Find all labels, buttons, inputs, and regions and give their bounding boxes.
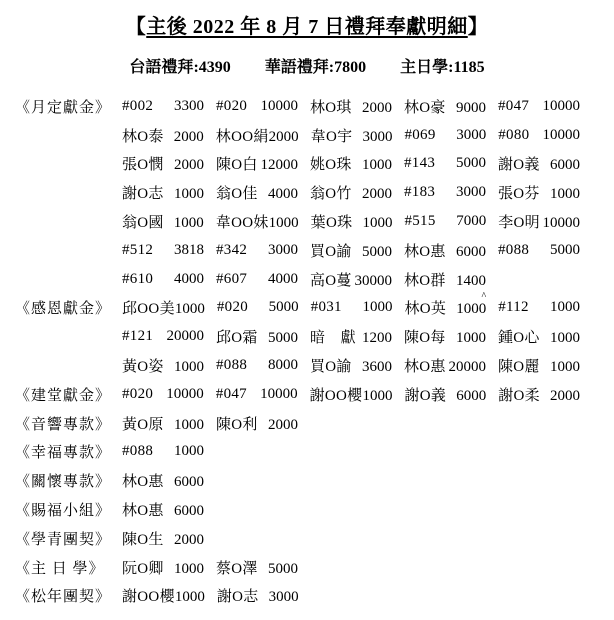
title-bracket-close: 】 <box>467 16 489 38</box>
donation-entry <box>404 184 486 201</box>
donor-name: #080 <box>498 126 530 143</box>
donation-entry <box>122 413 204 434</box>
donation-entry <box>498 98 580 115</box>
category-label: 《學青團契》 <box>15 531 112 548</box>
donation-amount: 1000 <box>362 157 392 174</box>
donor-name: #515 <box>404 213 436 230</box>
donation-entry <box>404 213 486 230</box>
donor-name: 林O群 <box>404 272 446 289</box>
donor-name: 蔡O澤 <box>216 560 258 577</box>
donation-amount: 20000 <box>448 359 486 376</box>
table-row <box>15 582 580 611</box>
donation-entry <box>216 98 298 115</box>
donation-amount: 9000 <box>456 99 486 116</box>
table-row <box>15 351 580 380</box>
donation-entry <box>498 299 580 316</box>
table-row <box>15 178 580 207</box>
donor-name: 鍾O心 <box>498 330 540 347</box>
donor-name: #512 <box>122 241 154 258</box>
donation-amount: 4000 <box>268 186 298 203</box>
donor-name: 林O英 <box>404 301 447 318</box>
donation-amount: 1000 <box>550 186 580 203</box>
donation-entry <box>498 326 580 347</box>
donation-entry <box>122 297 205 318</box>
donor-name: 林O琪 <box>310 99 352 116</box>
donation-entry <box>404 127 486 144</box>
donation-amount: 1400 <box>456 272 486 289</box>
donation-amount: 3000 <box>456 126 487 143</box>
donor-name: 高O蔓 <box>310 272 352 289</box>
donation-entry <box>498 242 580 259</box>
donation-amount: 1000 <box>174 301 205 318</box>
donor-name: #002 <box>122 97 154 114</box>
donation-amount: 5000 <box>456 155 486 172</box>
summary-label: 華語禮拜 <box>264 59 329 76</box>
table-row <box>15 291 580 323</box>
donation-entry <box>404 384 486 405</box>
donation-amount: 10000 <box>542 215 580 232</box>
donation-amount: 1000 <box>550 330 580 347</box>
table-row <box>15 380 580 409</box>
donor-name: #047 <box>498 97 530 114</box>
donation-entry <box>122 585 205 606</box>
summary-mandarin-service <box>265 59 366 76</box>
donation-entry <box>404 291 487 318</box>
donor-name: #020 <box>216 97 248 114</box>
donation-amount: 7000 <box>456 213 487 230</box>
donation-entry <box>498 355 580 376</box>
donation-amount: 5000 <box>268 560 298 577</box>
donor-name: #112 <box>498 299 529 316</box>
donation-amount: 1000 <box>174 416 204 433</box>
donation-entry <box>122 470 204 491</box>
donation-amount: 5000 <box>268 330 298 347</box>
donation-amount: 2000 <box>550 387 580 404</box>
donation-amount: 1000 <box>174 443 204 460</box>
donation-amount: 3300 <box>174 97 204 114</box>
donor-name: 林O豪 <box>404 99 446 116</box>
donation-amount: 1000 <box>173 215 204 232</box>
donor-name: 謝OO櫻 <box>309 387 363 404</box>
donation-entry <box>216 326 298 347</box>
donation-entry <box>310 355 392 376</box>
donation-entry <box>216 271 298 288</box>
donation-entry <box>122 125 204 146</box>
donor-name: 林O泰 <box>122 128 164 145</box>
summary-value: 4390 <box>198 59 231 76</box>
donation-amount: 6000 <box>550 157 580 174</box>
donor-name: 翁O竹 <box>310 186 352 203</box>
donation-entry <box>404 269 486 290</box>
donation-amount: 1000 ^ <box>456 291 487 318</box>
donor-name: #183 <box>404 184 436 201</box>
donor-name: 陳O白 <box>216 157 258 174</box>
donor-name: 阮O卿 <box>122 560 164 577</box>
donor-name: #121 <box>122 328 154 345</box>
donation-entry <box>311 211 393 232</box>
donation-entry <box>310 384 393 405</box>
donor-name: 陳O利 <box>216 416 258 433</box>
donor-name: 邱OO美 <box>122 301 175 318</box>
donor-name: #031 <box>310 299 342 316</box>
donor-name: 陳O麗 <box>498 359 540 376</box>
donation-entry <box>310 182 392 203</box>
donor-name: 邱O霜 <box>216 330 258 347</box>
summary-value: 7800 <box>334 59 367 76</box>
donation-entry <box>216 182 298 203</box>
donation-entry <box>216 557 298 578</box>
title-text: 主後 2022 年 8 月 7 日禮拜奉獻明細 <box>146 16 468 38</box>
donation-amount: 10000 <box>542 126 580 143</box>
donation-entry <box>216 413 298 434</box>
donor-name: 陳O每 <box>404 330 446 347</box>
donation-amount: 3000 <box>268 589 299 606</box>
donation-amount: 2000 <box>362 186 392 203</box>
table-row <box>15 438 580 467</box>
donor-name: 謝O義 <box>498 157 540 174</box>
donor-name: #020 <box>122 385 154 402</box>
donor-name: 陳O生 <box>122 531 164 548</box>
donation-amount: 4000 <box>268 270 298 287</box>
donation-entry <box>311 125 393 146</box>
donation-amount: 2000 <box>174 157 204 174</box>
donation-entry <box>404 326 486 347</box>
donation-entry <box>122 211 204 232</box>
donation-amount: 8000 <box>268 357 298 374</box>
donation-entry <box>122 443 204 460</box>
donation-entry <box>216 211 299 232</box>
donor-name: 林OO絹 <box>215 128 269 145</box>
donor-name: 翁O佳 <box>216 186 258 203</box>
service-summary <box>0 59 614 76</box>
title-bracket-open: 【 <box>125 16 147 38</box>
donation-amount: 6000 <box>456 243 486 260</box>
donation-amount: 1200 <box>362 330 392 347</box>
donation-entry <box>310 269 392 290</box>
category-label: 《松年團契》 <box>15 589 112 606</box>
summary-value: 1185 <box>453 59 485 76</box>
donation-entry <box>404 240 486 261</box>
donation-amount: 3000 <box>362 128 393 145</box>
donation-amount: 1000 <box>174 589 205 606</box>
donation-entry <box>122 386 204 403</box>
donor-name: 謝OO櫻 <box>122 589 175 606</box>
donation-amount: 1000 <box>268 215 299 232</box>
donation-amount: 3000 <box>268 241 298 258</box>
donor-name: 韋OO妹 <box>215 215 269 232</box>
donor-name: 張O芬 <box>498 186 540 203</box>
summary-sunday-school <box>400 59 484 76</box>
donation-amount: 5000 <box>268 299 299 316</box>
donor-name: 姚O珠 <box>310 157 352 174</box>
donation-entry <box>217 585 299 606</box>
donor-name: 張O憫 <box>122 157 164 174</box>
table-row <box>15 92 580 121</box>
donor-name: #342 <box>216 241 248 258</box>
donation-entry <box>498 127 580 144</box>
donation-amount: 1000 <box>550 359 580 376</box>
donation-entry <box>404 355 486 376</box>
donor-name: 林O惠 <box>122 474 164 491</box>
donation-amount: 3818 <box>174 241 204 258</box>
donation-entry <box>310 240 392 261</box>
donation-amount: 1000 <box>174 359 204 376</box>
donor-name: 買O諭 <box>310 243 352 260</box>
donor-name: #610 <box>122 270 154 287</box>
donor-name: 謝O柔 <box>498 387 540 404</box>
donation-entry <box>122 557 204 578</box>
donor-name: 謝O志 <box>216 589 259 606</box>
donation-amount: 2000 <box>268 416 298 433</box>
donation-entry <box>310 153 392 174</box>
donation-entry <box>122 182 204 203</box>
donation-amount: 2000 <box>268 128 299 145</box>
category-label: 《主 日 學》 <box>15 560 105 577</box>
donation-entry <box>216 242 298 259</box>
donor-name: #143 <box>404 155 436 172</box>
donation-entry <box>498 211 580 232</box>
donation-entry <box>216 153 298 174</box>
donation-amount: 2000 <box>362 99 392 116</box>
donation-entry <box>217 299 299 316</box>
donation-entry <box>498 384 580 405</box>
donation-amount: 3000 <box>456 184 486 201</box>
donor-name: 暗 獻 <box>310 330 356 347</box>
donor-name: 林O惠 <box>404 359 446 376</box>
donation-amount: 4000 <box>174 270 204 287</box>
donor-name: #020 <box>216 299 249 316</box>
donation-amount: 1000 <box>174 186 204 203</box>
donation-entry <box>216 125 299 146</box>
category-label: 《音響專款》 <box>15 416 112 433</box>
donation-entry <box>498 182 580 203</box>
donation-amount: 1000 <box>362 387 393 404</box>
donor-name: 林O惠 <box>404 243 446 260</box>
donation-entry <box>122 355 204 376</box>
donor-name: 黃O姿 <box>122 359 164 376</box>
donation-entry <box>216 386 298 403</box>
donor-name: 韋O宇 <box>310 128 353 145</box>
category-label: 《賜福小組》 <box>15 503 112 520</box>
donation-amount: 2000 <box>174 531 204 548</box>
table-row <box>15 466 580 495</box>
category-label: 《關懷專款》 <box>15 474 112 491</box>
donor-name: #088 <box>216 357 248 374</box>
donation-amount: 10000 <box>166 385 204 402</box>
donor-name: #047 <box>215 385 247 402</box>
donation-amount: 30000 <box>354 272 392 289</box>
table-row <box>15 524 580 553</box>
donation-entry <box>310 326 392 347</box>
donation-entry <box>122 499 204 520</box>
caret-mark: ^ <box>481 291 487 303</box>
donor-name: 黃O原 <box>122 416 164 433</box>
category-label: 《月定獻金》 <box>15 99 112 116</box>
donation-amount: 1000 <box>362 215 393 232</box>
table-row <box>15 409 580 438</box>
donation-amount: 1000 <box>362 299 393 316</box>
table-row <box>15 495 580 524</box>
donation-entry <box>122 153 204 174</box>
donation-amount: 10000 <box>260 385 298 402</box>
donation-amount: 12000 <box>260 157 298 174</box>
summary-taiwanese-service <box>129 59 230 76</box>
donation-amount: 10000 <box>260 97 298 114</box>
table-row <box>15 322 580 351</box>
table-row <box>15 265 580 294</box>
table-row <box>15 150 580 179</box>
donation-amount: 20000 <box>166 328 204 345</box>
donation-amount: 3600 <box>362 359 392 376</box>
donation-entry <box>122 328 204 345</box>
donation-amount: 2000 <box>173 128 204 145</box>
table-row <box>15 236 580 265</box>
donation-entry <box>122 98 204 115</box>
table-row <box>15 207 580 236</box>
donation-amount: 6000 <box>456 387 487 404</box>
donation-entry <box>122 271 204 288</box>
donor-name: #088 <box>122 443 154 460</box>
donation-entry <box>404 155 486 172</box>
donation-amount: 1000 <box>174 560 204 577</box>
donor-name: 葉O珠 <box>310 215 353 232</box>
category-label: 《幸福專款》 <box>15 445 112 462</box>
donation-amount: 6000 <box>174 474 204 491</box>
donor-name: 林O惠 <box>122 503 164 520</box>
summary-colon: : <box>328 59 335 76</box>
donation-amount: 10000 <box>542 97 580 114</box>
donation-amount: 5000 <box>362 243 392 260</box>
summary-colon: : <box>193 59 199 76</box>
donor-name: #069 <box>404 126 436 143</box>
donation-entry <box>311 299 393 316</box>
table-row <box>15 121 580 150</box>
donation-entry <box>498 153 580 174</box>
summary-colon: : <box>448 59 454 76</box>
category-label: 《建堂獻金》 <box>15 387 112 404</box>
donation-entry <box>122 528 204 549</box>
donor-name: 李O明 <box>498 215 540 232</box>
donation-amount: 1000 <box>456 330 486 347</box>
donor-name: 翁O國 <box>122 215 164 232</box>
donation-entry <box>122 242 204 259</box>
donation-entry <box>404 96 486 117</box>
summary-label: 台語禮拜 <box>129 59 194 76</box>
donation-amount: 5000 <box>550 241 580 258</box>
donation-entry <box>310 96 392 117</box>
page-title <box>0 14 614 40</box>
donor-name: 買O諭 <box>310 359 352 376</box>
summary-label: 主日學 <box>400 59 449 76</box>
donor-name: 謝O義 <box>404 387 447 404</box>
table-row <box>15 553 580 582</box>
donor-name: #607 <box>216 270 248 287</box>
donor-name: #088 <box>498 241 530 258</box>
donor-name: 謝O志 <box>122 186 164 203</box>
donation-table <box>0 92 614 610</box>
category-label: 《感恩獻金》 <box>15 301 112 318</box>
donation-amount: 6000 <box>174 503 204 520</box>
donation-amount: 1000 <box>550 299 580 316</box>
donation-entry <box>216 357 298 374</box>
